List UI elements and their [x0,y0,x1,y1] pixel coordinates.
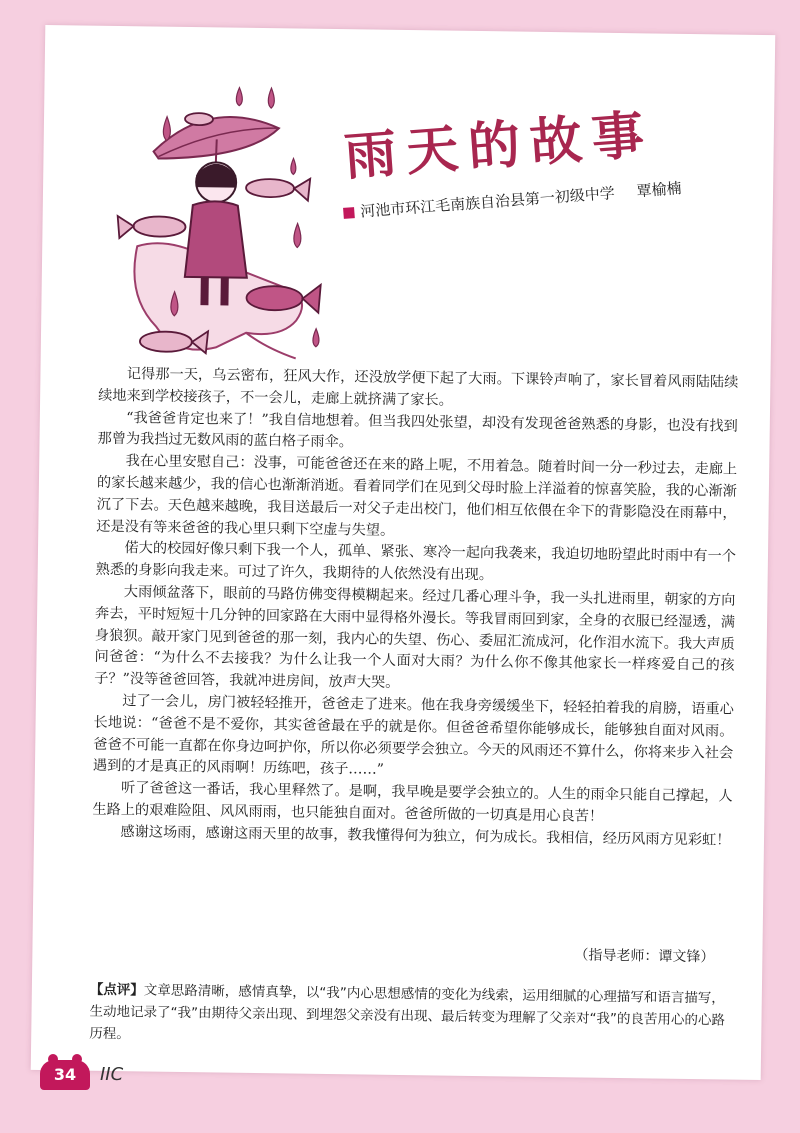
page-footer [38,1050,238,1090]
author-name: 覃榆楠 [635,179,683,201]
magazine-logo: IIC [100,1064,124,1085]
paragraph: 我在心里安慰自己：没事，可能爸爸还在来的路上呢，不用着急。随着时间一分一秒过去，走廊上的家长越来越少，我的信心也渐渐消逝。看着同学们在见到父母时脸上洋溢着的惊喜笑脸，我的心渐渐沉了下去。天色越来越晚，我目送最后一对父子走出校门，他们相互依偎在伞下的背影隐没在雨幕中，还是没有等来爸爸的我心里只剩下空虚与失望。 [96,453,738,539]
magazine-page [31,25,776,1080]
author-school: 河池市环江毛南族自治县第一初级中学 [359,184,616,221]
paragraph: 大雨倾盆落下，眼前的马路仿佛变得模糊起来。经过几番心理斗争，我一头扎进雨里，朝家的方向奔去，平时短短十几分钟的回家路在大雨中显得格外漫长。等我冒雨回到家，全身的衣服已经湿透，满身狼狈。敲开家门见到爸爸的那一刻，我内心的失望、伤心、委屈汇流成河，化作泪水流下。我大声质问爸爸：“为什么不去接我？为什么让我一个人面对大雨？为什么你不像其他家长一样疼爱自己的孩子？”没等爸爸回答，我就冲进房间，放声大哭。 [94,584,736,692]
paragraph: 偌大的校园好像只剩下我一个人，孤单、紧张、寒冷一起向我袭来，我迫切地盼望此时雨中有一个熟悉的身影向我走来。可过了许久，我期待的人依然没有出现。 [95,540,737,584]
bullet-square-icon [343,207,355,219]
paragraph: 过了一会儿，房门被轻轻推开，爸爸走了进来。他在我身旁缓缓坐下，轻轻拍着我的肩膀，语重心长地说：“爸爸不是不爱你，其实爸爸最在乎的就是你。但爸爸希望你能够成长，能够独自面对风雨。爸爸不可能一直都在你身边呵护你，所以你必须要学会独立。今天的风雨还不算什么，你将来步入社会遇到的才是真正的风雨啊！历练吧，孩子……” [92,693,734,779]
girl-coat [185,201,248,278]
bear-ears-icon [48,1052,82,1062]
paragraph: 听了爸爸这一番话，我心里释然了。是啊，我早晚是要学会独立的。人生的雨伞只能自己撑起，人生路上的艰难险阻、风风雨雨，也只能独自面对。爸爸所做的一切真是用心良苦！ [92,780,733,825]
teacher-credit: （指导老师：谭文锋） [574,947,715,966]
page-number-badge [40,1060,90,1090]
review-label: 【点评】 [89,981,144,999]
review-comment [89,979,730,1054]
page-number: 34 [53,1065,77,1084]
article-title: 雨天的故事 [342,104,656,188]
article-body [92,364,739,852]
girl-umbrella-illustration [96,56,340,369]
paragraph: 记得那一天，乌云密布，狂风大作，还没放学便下起了大雨。下课铃声响了，家长冒着风雨陆陆续续地来到学校接孩子，不一会儿，走廊上就挤满了家长。 [98,366,739,409]
paragraph: “我爸爸肯定也来了！”我自信地想着。但当我四处张望，却没有发现爸爸熟悉的身影，也没有找到那曾为我挡过无数风雨的蓝白格子雨伞。 [97,409,738,451]
review-text: 文章思路清晰，感情真挚，以“我”内心思想感情的变化为线索，运用细腻的心理描写和语言描写，生动地记录了“我”由期待父亲出现、到埋怨父亲没有出现、最后转变为理解了父亲对“我”的良苦用心的心路历程。 [89,982,726,1043]
paragraph: 感谢这场雨，感谢这雨天里的故事，教我懂得何为独立，何为成长。我相信，经历风雨方见彩虹！ [120,823,731,849]
